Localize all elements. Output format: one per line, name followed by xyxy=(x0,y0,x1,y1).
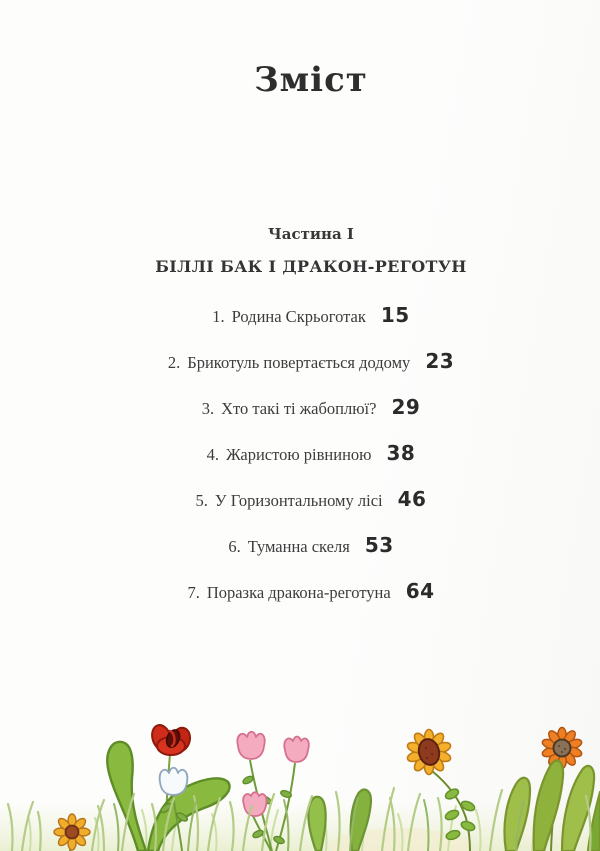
chapter-entry xyxy=(11,395,600,421)
chapter-number: 3. xyxy=(201,399,215,418)
part-title: БІЛЛІ БАК І ДРАКОН-РЕГОТУН xyxy=(155,257,467,276)
chapter-number: 7. xyxy=(187,583,200,602)
chapter-page-number: 38 xyxy=(386,441,416,465)
chapter-page-number: 15 xyxy=(380,303,410,327)
chapter-number: 6. xyxy=(228,537,241,556)
chapter-list xyxy=(11,303,600,605)
chapter-title: Туманна скеля xyxy=(247,537,350,556)
chapter-entry xyxy=(11,487,600,513)
chapter-number: 2. xyxy=(167,353,181,372)
chapter-number: 5. xyxy=(195,491,208,510)
chapter-title: Хто такі ті жабоплюї? xyxy=(221,399,377,418)
chapter-page-number: 53 xyxy=(364,533,394,557)
chapter-title: Поразка дракона-реготуна xyxy=(206,583,391,602)
chapter-title: У Горизонтальному лісі xyxy=(214,491,383,510)
chapter-entry xyxy=(11,579,600,605)
chapter-entry xyxy=(11,349,600,375)
flower-meadow-illustration xyxy=(0,716,600,851)
toc-content xyxy=(11,0,600,605)
chapter-entry xyxy=(11,303,600,329)
chapter-number: 4. xyxy=(206,445,220,464)
chapter-entry xyxy=(11,441,600,467)
chapter-title: Брикотуль повертається додому xyxy=(187,353,411,372)
page-title: Зміст xyxy=(254,60,368,100)
part-label: Частина I xyxy=(268,225,354,243)
small-yellow-sunflower xyxy=(54,814,90,851)
chapter-page-number: 23 xyxy=(425,349,455,373)
chapter-page-number: 64 xyxy=(405,579,435,603)
chapter-entry xyxy=(11,533,600,559)
chapter-title: Родина Скрьоготак xyxy=(231,307,366,326)
chapter-title: Жаристою рівниною xyxy=(226,445,372,464)
chapter-page-number: 46 xyxy=(397,487,427,511)
chapter-page-number: 29 xyxy=(391,395,421,419)
red-poppy-flower xyxy=(149,723,193,755)
chapter-number: 1. xyxy=(212,307,225,326)
